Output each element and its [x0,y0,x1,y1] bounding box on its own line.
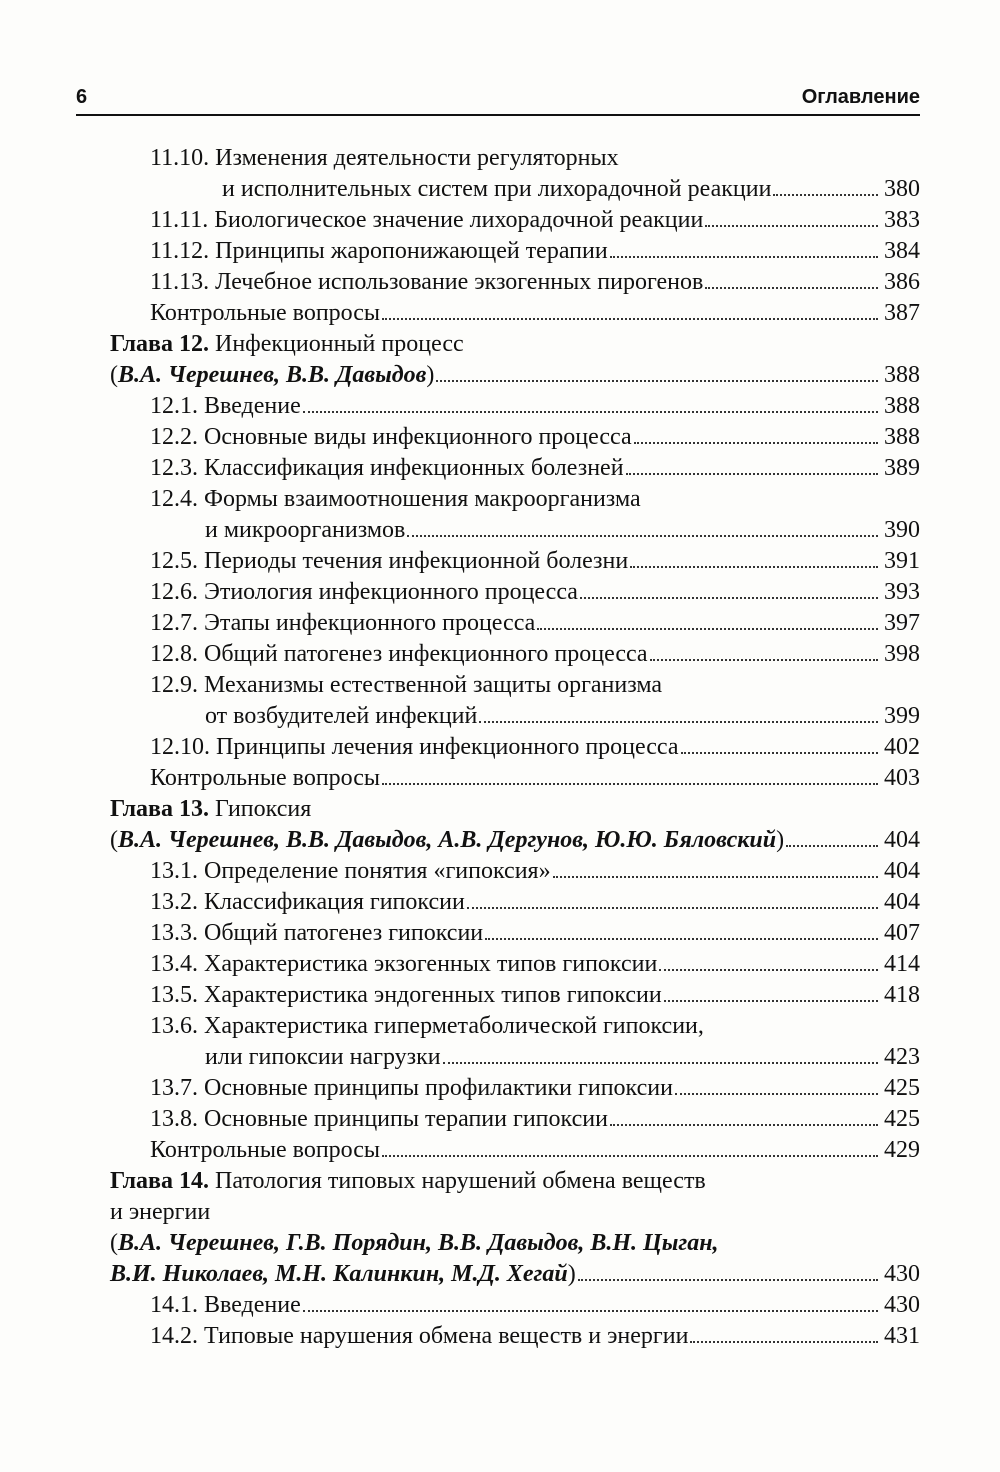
toc-entry-text: 11.11. Биологическое значение лихорадочной реакции [150,207,704,233]
toc-entry-text: 12.8. Общий патогенез инфекционного процесса [150,641,648,667]
toc-entry-text: 11.13. Лечебное использование экзогенных пирогенов [150,269,704,295]
dot-leader [580,597,878,599]
toc-entry [150,1073,880,1104]
dot-leader [773,194,878,196]
toc-page-number: 388 [884,393,920,419]
toc-page-number: 414 [884,951,920,977]
toc-page-number: 425 [884,1106,920,1132]
toc-line [0,143,1000,174]
toc-line [0,701,1000,732]
toc-line [0,1104,1000,1135]
toc-page-number: 425 [884,1075,920,1101]
toc-entry-text: Контрольные вопросы [150,765,381,791]
toc-line [0,1042,1000,1073]
toc-line [0,267,1000,298]
toc-entry [150,608,880,639]
toc-chapter [110,1166,706,1197]
toc-line [0,608,1000,639]
chapter-authors: В.И. Николаев, М.Н. Калинкин, М.Д. Хегай [110,1261,568,1287]
toc-line [0,515,1000,546]
toc-chapter-line [0,1166,1000,1197]
toc-authors-line [0,1228,1000,1259]
toc-line [0,236,1000,267]
toc-page-number: 398 [884,641,920,667]
dot-leader [610,1124,878,1126]
toc-entry: В.И. Николаев, М.Н. Калинкин, М.Д. Хегай ) [110,1259,880,1290]
chapter-label: Глава 13. [110,796,209,822]
toc-page-number: 399 [884,703,920,729]
toc-page-number: 397 [884,610,920,636]
dot-leader [705,225,878,227]
dot-leader [610,256,878,258]
toc-authors-line [0,1259,1000,1290]
toc-line [0,391,1000,422]
toc-entry [150,856,880,887]
toc-entry: ( В.А. Черешнев, В.В. Давыдов, А.В. Дергунов, Ю.Ю. Бяловский ) [110,825,880,856]
dot-leader [436,380,878,382]
toc-entry [205,1042,880,1073]
toc-entry [150,298,880,329]
toc-entry [150,267,880,298]
toc-line [0,1135,1000,1166]
chapter-title: Инфекционный процесс [215,331,464,357]
toc-line [0,949,1000,980]
toc-page-number: 386 [884,269,920,295]
toc-page-number: 407 [884,920,920,946]
dot-leader [650,659,878,661]
toc-entry-text: Контрольные вопросы [150,1137,381,1163]
dot-leader [675,1093,878,1095]
toc-entry-text: от возбудителей инфекций [205,703,478,729]
toc-line [0,763,1000,794]
toc-entry-text: 12.3. Классификация инфекционных болезней [150,455,624,481]
toc-entry-text: 12.10. Принципы лечения инфекционного процесса [150,734,679,760]
toc-entry: ( В.А. Черешнев, В.В. Давыдов ) [110,360,880,391]
toc-entry [205,515,880,546]
toc-page-number: 387 [884,300,920,326]
table-of-contents [0,143,1000,1352]
toc-line [0,577,1000,608]
toc-page-number: 388 [884,424,920,450]
dot-leader [786,845,878,847]
toc-entry-text: 14.1. Введение [150,1292,301,1318]
toc-entry [150,980,880,1011]
toc-entry [150,236,880,267]
dot-leader [407,535,878,537]
chapter-authors: В.А. Черешнев, В.В. Давыдов [118,362,427,388]
toc-entry [150,639,880,670]
toc-entry [150,887,880,918]
toc-entry-text: 13.5. Характеристика эндогенных типов гипоксии [150,982,662,1008]
toc-page-number: 380 [884,176,920,202]
toc-line [0,639,1000,670]
toc-entry-text: Контрольные вопросы [150,300,381,326]
toc-entry [150,577,880,608]
toc-entry-text: 13.4. Характеристика экзогенных типов гипоксии [150,951,658,977]
toc-page-number: 402 [884,734,920,760]
page-header [76,84,920,116]
toc-page-number: 388 [884,362,920,388]
dot-leader [479,721,878,723]
toc-entry-text: 13.6. Характеристика гиперметаболической гипоксии, [150,1013,704,1039]
dot-leader [630,566,878,568]
toc-entry-text: 13.3. Общий патогенез гипоксии [150,920,484,946]
toc-entry-text: или гипоксии нагрузки [205,1044,441,1070]
toc-line [0,732,1000,763]
dot-leader [443,1062,878,1064]
toc-line [0,670,1000,701]
toc-line [0,484,1000,515]
toc-page-number: 418 [884,982,920,1008]
toc-entry-text: 11.10. Изменения деятельности регуляторных [150,145,619,171]
toc-entry [150,732,880,763]
toc-line [0,422,1000,453]
toc-entry [150,1135,880,1166]
dot-leader [303,1310,878,1312]
toc-line [0,887,1000,918]
toc-page-number: 404 [884,858,920,884]
toc-entry-text: 11.12. Принципы жаропонижающей терапии [150,238,608,264]
dot-leader [578,1279,878,1281]
toc-line [0,1290,1000,1321]
toc-entry [150,205,880,236]
dot-leader [705,287,878,289]
dot-leader [382,1155,878,1157]
dot-leader [553,876,878,878]
dot-leader [537,628,878,630]
dot-leader [626,473,878,475]
toc-entry-text: 13.1. Определение понятия «гипоксия» [150,858,551,884]
toc-entry [150,453,880,484]
chapter-authors: В.А. Черешнев, В.В. Давыдов, А.В. Дергунов, Ю.Ю. Бяловский [118,827,777,853]
dot-leader [485,938,878,940]
dot-leader [690,1341,878,1343]
dot-leader [664,1000,878,1002]
toc-entry-text: 12.9. Механизмы естественной защиты организма [150,672,663,698]
toc-entry [150,1290,880,1321]
toc-entry-text: 13.7. Основные принципы профилактики гипоксии [150,1075,673,1101]
toc-line [0,1321,1000,1352]
chapter-authors: В.А. Черешнев, Г.В. Порядин, В.В. Давыдов, В.Н. Цыган, [118,1230,719,1256]
toc-entry [150,1104,880,1135]
toc-chapter-line [0,794,1000,825]
running-title: Оглавление [801,86,920,108]
toc-entry-text: и микроорганизмов [205,517,406,543]
toc-entry [222,174,880,205]
toc-page-number: 404 [884,827,920,853]
toc-line [0,205,1000,236]
page-number: 6 [76,86,88,108]
toc-page-number: 404 [884,889,920,915]
toc-chapter-line [0,329,1000,360]
toc-entry-text: 13.8. Основные принципы терапии гипоксии [150,1106,608,1132]
dot-leader [467,907,878,909]
dot-leader [681,752,878,754]
toc-entry [150,422,880,453]
toc-entry [150,1321,880,1352]
toc-line [0,980,1000,1011]
toc-entry-text: 14.2. Типовые нарушения обмена веществ и энергии [150,1323,689,1349]
toc-line [0,918,1000,949]
toc-page-number: 430 [884,1292,920,1318]
toc-page-number: 423 [884,1044,920,1070]
chapter-label: Глава 12. [110,331,209,357]
toc-line [0,174,1000,205]
chapter-label: Глава 14. [110,1168,209,1194]
toc-entry-text: 12.4. Формы взаимоотношения макроорганизма [150,486,641,512]
toc-entry [150,949,880,980]
toc-entry-text: 12.6. Этиология инфекционного процесса [150,579,578,605]
chapter-title-continued: и энергии [110,1199,211,1225]
toc-page-number: 391 [884,548,920,574]
toc-entry-text: 12.7. Этапы инфекционного процесса [150,610,536,636]
dot-leader [659,969,878,971]
toc-chapter [110,794,311,825]
toc-authors-line [0,825,1000,856]
toc-page-number: 403 [884,765,920,791]
toc-line [0,546,1000,577]
chapter-title: Патология типовых нарушений обмена веществ [215,1168,706,1194]
toc-page-number: 430 [884,1261,920,1287]
toc-entry: (В.А. Черешнев, Г.В. Порядин, В.В. Давыдов, В.Н. Цыган, [110,1230,719,1256]
toc-line [0,453,1000,484]
dot-leader [382,783,878,785]
toc-page-number: 389 [884,455,920,481]
toc-entry [150,918,880,949]
dot-leader [382,318,878,320]
toc-chapter-line [0,1197,1000,1228]
toc-entry-text: и исполнительных систем при лихорадочной реакции [222,176,772,202]
toc-page-number: 384 [884,238,920,264]
toc-entry [150,391,880,422]
toc-line [0,1011,1000,1042]
toc-chapter [110,329,464,360]
toc-entry [150,763,880,794]
toc-page-number: 429 [884,1137,920,1163]
toc-entry-text: 12.1. Введение [150,393,301,419]
toc-page-number: 393 [884,579,920,605]
dot-leader [303,411,878,413]
toc-authors-line [0,360,1000,391]
toc-entry [150,546,880,577]
toc-entry-text: 12.2. Основные виды инфекционного процесса [150,424,632,450]
toc-page-number: 390 [884,517,920,543]
toc-line [0,856,1000,887]
toc-page-number: 431 [884,1323,920,1349]
toc-entry [205,701,880,732]
toc-line [0,298,1000,329]
chapter-title: Гипоксия [215,796,312,822]
toc-line [0,1073,1000,1104]
toc-entry-text: 13.2. Классификация гипоксии [150,889,465,915]
dot-leader [634,442,878,444]
toc-page-number: 383 [884,207,920,233]
toc-entry-text: 12.5. Периоды течения инфекционной болезни [150,548,629,574]
